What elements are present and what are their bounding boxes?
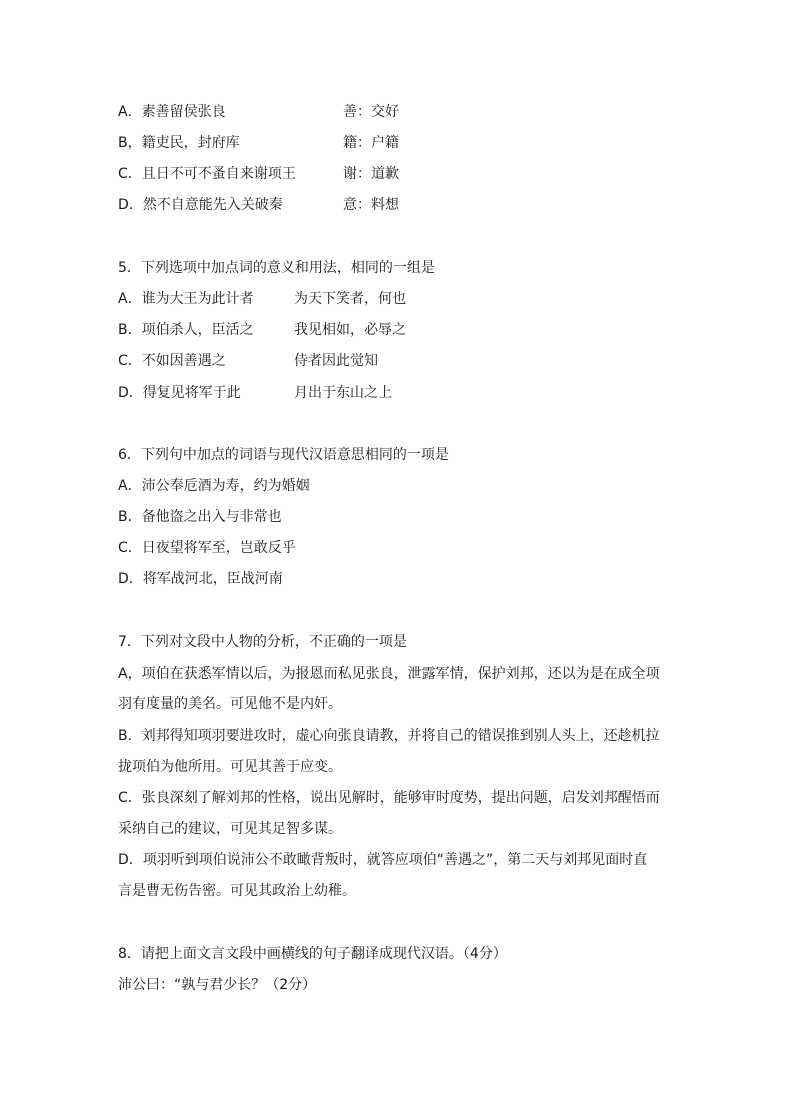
q4-option-c-text: C．且日不可不蚤自来谢项王 bbox=[118, 166, 296, 182]
q7-option-b-line1: B．刘邦得知项羽要进攻时，虚心向张良请教，并将自己的错误推到别人头上，还趁机拉 bbox=[118, 728, 660, 744]
q5-option-b-right: 我见相如，必辱之 bbox=[294, 322, 406, 338]
q5-option-c-right: 侍者因此觉知 bbox=[294, 353, 378, 369]
q5-option-d bbox=[118, 384, 392, 402]
q5-option-d-right: 月出于东山之上 bbox=[294, 385, 392, 401]
q4-option-a bbox=[118, 103, 399, 121]
q4-option-d-text: D．然不自意能先入关破秦 bbox=[118, 197, 283, 213]
q7-option-d-line1: D．项羽听到项伯说沛公不敢瞰背叛时，就答应项伯“善遇之”，第二天与刘邦见面时直 bbox=[118, 852, 648, 868]
q4-option-b-gloss: 籍：户籍 bbox=[343, 135, 399, 151]
q5-option-c bbox=[118, 352, 378, 370]
q4-option-d-gloss: 意：料想 bbox=[343, 197, 399, 213]
q7-option-b-line2: 拢项伯为他所用。可见其善于应变。 bbox=[118, 759, 342, 775]
q7-stem: 7．下列对文段中人物的分析，不正确的一项是 bbox=[118, 634, 407, 650]
q4-option-b-text: B，籍吏民，封府库 bbox=[118, 135, 240, 151]
q5-stem: 5．下列选项中加点词的意义和用法，相同的一组是 bbox=[118, 260, 435, 276]
q5-option-b bbox=[118, 321, 406, 339]
q7-option-c-line2: 采纳自己的建议，可见其足智多谋。 bbox=[118, 821, 342, 837]
q8-stem: 8．请把上面文言文段中画横线的句子翻译成现代汉语。（4分） bbox=[118, 946, 507, 962]
q4-option-b bbox=[118, 134, 399, 152]
q6-option-c: C．日夜望将军至，岂敢反乎 bbox=[118, 540, 296, 556]
q4-option-a-gloss: 善：交好 bbox=[343, 104, 399, 120]
q5-option-a bbox=[118, 290, 406, 308]
q7-option-a-line1: A，项伯在获悉军情以后，为报恩而私见张良，泄露军情，保护刘邦，还以为是在成全项 bbox=[118, 666, 660, 682]
q6-stem: 6．下列句中加点的词语与现代汉语意思相同的一项是 bbox=[118, 447, 449, 463]
q8-sub-question: 沛公曰：“孰与君少长？（2分） bbox=[118, 977, 317, 993]
q5-option-a-right: 为天下笑者，何也 bbox=[294, 291, 406, 307]
q4-option-d bbox=[118, 196, 399, 214]
q7-option-d-line2: 言是曹无伤告密。可见其政治上幼稚。 bbox=[118, 883, 356, 899]
q4-option-a-text: A．素善留侯张良 bbox=[118, 104, 226, 120]
q6-option-a: A．沛公奉卮酒为寿，约为婚姻 bbox=[118, 478, 310, 494]
q4-option-c bbox=[118, 165, 399, 183]
q5-option-c-left: C．不如因善遇之 bbox=[118, 353, 226, 369]
q5-option-a-left: A．谁为大王为此计者 bbox=[118, 291, 254, 307]
q7-option-c-line1: C．张良深刻了解刘邦的性格，说出见解时，能够审时度势，提出问题，启发刘邦醒悟而 bbox=[118, 790, 660, 806]
q6-option-b: B．备他盗之出入与非常也 bbox=[118, 509, 282, 525]
q7-option-a-line2: 羽有度量的美名。可见他不是内奸。 bbox=[118, 696, 342, 712]
q6-option-d: D．将军战河北，臣战河南 bbox=[118, 571, 283, 587]
q5-option-d-left: D．得复见将军于此 bbox=[118, 385, 241, 401]
q5-option-b-left: B．项伯杀人，臣活之 bbox=[118, 322, 254, 338]
q4-option-c-gloss: 谢：道歉 bbox=[343, 166, 399, 182]
